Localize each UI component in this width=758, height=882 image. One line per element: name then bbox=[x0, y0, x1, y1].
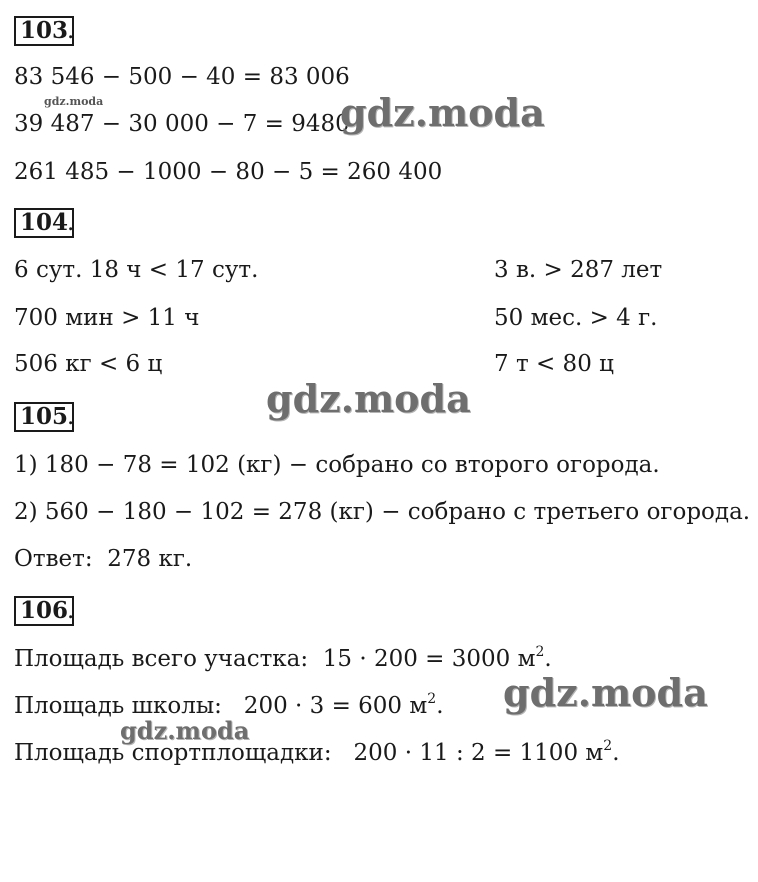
area-line: Площадь всего участка: 15 · 200 = 3000 $м^2$. bbox=[14, 644, 552, 672]
watermark: gdz.moda bbox=[266, 376, 471, 421]
equation-line: 83 546 − 500 − 40 = 83 006 bbox=[14, 64, 350, 90]
answer-line: Ответ: 278 кг. bbox=[14, 546, 193, 572]
watermark: gdz.moda bbox=[340, 90, 545, 135]
area-line: Площадь спортплощадки: 200 · 11 : 2 = 1100 $м^2$. bbox=[14, 738, 620, 766]
comparison-left: 506 кг < 6 ц bbox=[14, 351, 163, 377]
task-number-period: . bbox=[67, 598, 75, 624]
solution-line: 2) 560 − 180 − 102 = 278 (кг) − собрано с третьего огорода. bbox=[14, 499, 751, 525]
task-number-103: 103 bbox=[14, 16, 74, 46]
equation-line: 261 485 − 1000 − 80 − 5 = 260 400 bbox=[14, 159, 443, 185]
comparison-right: 50 мес. > 4 г. bbox=[494, 305, 658, 331]
comparison-left: 700 мин > 11 ч bbox=[14, 305, 200, 331]
comparison-right: 7 т < 80 ц bbox=[494, 351, 614, 377]
task-number-105: 105 bbox=[14, 402, 74, 432]
task-number-period: . bbox=[67, 404, 75, 430]
task-number-period: . bbox=[67, 18, 75, 44]
area-line: Площадь школы: 200 · 3 = 600 $м^2$. bbox=[14, 691, 444, 719]
watermark: gdz.moda bbox=[503, 670, 708, 715]
watermark: gdz.moda bbox=[120, 716, 250, 745]
task-number-period: . bbox=[67, 210, 75, 236]
equation-line: 39 487 − 30 000 − 7 = 9480 bbox=[14, 111, 350, 137]
watermark: gdz.moda bbox=[44, 95, 104, 108]
comparison-right: 3 в. > 287 лет bbox=[494, 257, 663, 283]
comparison-left: 6 сут. 18 ч < 17 сут. bbox=[14, 257, 259, 283]
solution-line: 1) 180 − 78 = 102 (кг) − собрано со второго огорода. bbox=[14, 452, 660, 478]
task-number-106: 106 bbox=[14, 596, 74, 626]
task-number-104: 104 bbox=[14, 208, 74, 238]
